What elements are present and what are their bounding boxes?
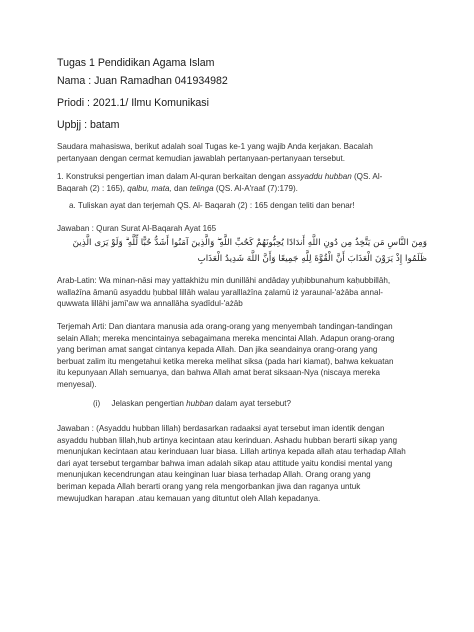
program-line: Priodi : 2021.1/ Ilmu Komunikasi	[57, 97, 209, 109]
arab-latin-paragraph	[57, 275, 427, 310]
arab-latin-line: Arab-Latin: Wa minan-nāsi may yattakhiżu min dunillāhi andāday yuḥibbunahum kaḥubbillāh,	[57, 276, 391, 285]
title-line: Tugas 1 Pendidikan Agama Islam	[57, 57, 215, 69]
intro-paragraph	[57, 141, 427, 164]
answer-i-line: beriman kepada Allah berarti orang yang rela mengorbankan jiwa dan raganya untuk	[57, 481, 361, 491]
arabic-verse-line: ظَلَمُوا إِذْ يَرَوْنَ الْعَذَابَ أَنَّ الْقُوَّةَ لِلَّهِ جَمِيعًا وَأَنَّ اللَّهَ شَدِيدُ الْعَذَابِ	[197, 254, 427, 264]
translation-line: itu kepunyaan Allah semuanya, dan bahwa Allah amat berat siksaan-Nya (niscaya mereka	[57, 368, 381, 378]
answer-i-line: dari ayat tersebut tergambar bahwa iman adalah sikap atau attitude yaitu kondisi mental yang	[57, 458, 393, 468]
question-1	[57, 171, 427, 194]
question-1-line: Baqarah (2) : 165), qalbu, mata, dan telinga (QS. Al-A'raaf (7):179).	[57, 183, 298, 193]
answer-i-line: menunjukan kecendrungan atau keinginan luar biasa terhadap Allah. Orang orang yang	[57, 470, 371, 480]
answer-i-paragraph	[57, 423, 427, 504]
question-a: a. Tuliskan ayat dan terjemah QS. Al- Baqarah (2) : 165 dengan teliti dan benar!	[69, 201, 355, 210]
question-i-number: (i)	[93, 399, 101, 408]
upbjj-line: Upbjj : batam	[57, 119, 120, 131]
arab-latin-line: wallażīna āmanū asyaddu ḥubbal lillāh walau yaralllażīna ẓalamū iż yaraunal-'ażāba annal-	[57, 287, 383, 297]
arab-latin-line: quwwata lillāhi jamī'aw wa annallāha syadīdul-'ażāb	[57, 299, 243, 309]
translation-line: selain Allah; mereka mencintainya sebagaimana mereka mencintai Allah. Adapun orang-orang	[57, 333, 395, 343]
translation-line: menyesal).	[57, 379, 97, 389]
translation-line: yang beriman amat sangat cintanya kepada Allah. Dan jika seandainya orang-orang yang	[57, 345, 378, 355]
intro-line: Saudara mahasiswa, berikut adalah soal Tugas ke-1 yang wajib Anda kerjakan. Bacalah	[57, 142, 373, 151]
question-1-line: 1. Konstruksi pengertian iman dalam Al-quran berkaitan dengan assyaddu hubban (QS. Al-	[57, 172, 383, 181]
translation-line: berbuat zalim itu mengetahui ketika mereka melihat siksa (pada hari kiamat), bahwa kekuatan	[57, 356, 394, 366]
answer-i-line: mewujudkan harapan .atau kemauan yang dituntut oleh Allah kepadanya.	[57, 493, 321, 503]
question-i: (i) Jelaskan pengertian hubban dalam ayat tersebut?	[93, 399, 292, 408]
name-line: Nama : Juan Ramadhan 041934982	[57, 75, 228, 87]
answer-a-label: Jawaban : Quran Surat Al-Baqarah Ayat 165	[57, 224, 217, 233]
translation-paragraph	[57, 321, 427, 391]
translation-line: Terjemah Arti: Dan diantara manusia ada orang-orang yang menyembah tandingan-tandingan	[57, 322, 393, 331]
answer-i-line: asyaddu hubban lillah,hub artinya kecintaan atau kerinduan. Ashadu hubban berarti sikap yang	[57, 435, 398, 445]
intro-line: pertanyaan dengan cermat kemudian jawablah pertanyaan-pertanyaan tersebut.	[57, 153, 345, 163]
arabic-verse-line: وَمِنَ النَّاسِ مَن يَتَّخِذُ مِن دُونِ اللَّهِ أَندَادًا يُحِبُّونَهُمْ كَحُبِّ اللَّهِ ۖ وَالَّذِينَ آمَنُوا أَشَدُّ حُبًّا لِّلَّهِ ۗ وَلَوْ يَرَى الَّذِينَ	[72, 238, 427, 248]
answer-i-line: menunjukan kecintaan atau kerinduaan luar biasa. Lillah artinya kepada allah atau terhadap Allah	[57, 447, 406, 457]
answer-i-line: Jawaban : (Asyaddu hubban lillah) berdasarkan radaaksi ayat tersebut iman identik dengan	[57, 424, 385, 433]
